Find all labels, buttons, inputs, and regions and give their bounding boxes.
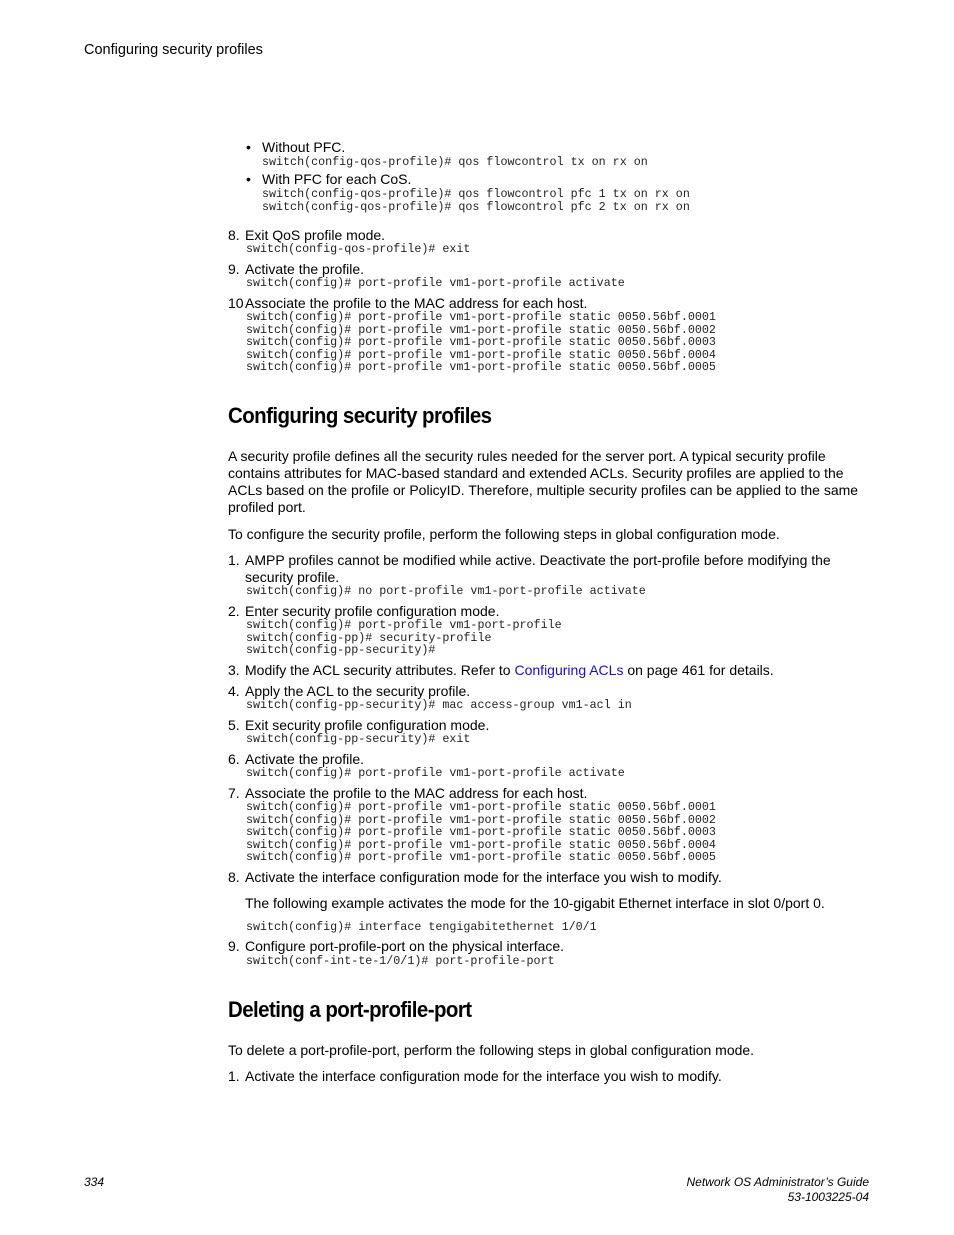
code-exit-security: switch(config-pp-security)# exit [246,732,471,746]
step-text: Activate the interface configuration mode for the interface you wish to modify. [245,869,722,885]
bullet-with-pfc [246,171,412,188]
step-number: 9. [228,938,240,954]
code-associate-mac-2: switch(config)# port-profile vm1-port-profile static 0050.56bf.0001 switch(config)# port-profile vm1-port-profile static 0050.56bf.0002 switch(config)# port-profile vm1-port-profile static 0050.56bf.0003 switch(config)# port-profile vm1-port-profile static 0050.56bf.0004 switch(config)# port-profile vm1-port-profile static 0050.56bf.0005 [246,800,716,865]
sec-step-8 [228,869,868,886]
step-number: 3. [228,662,240,678]
security-intro: A security profile defines all the security rules needed for the server port. A typical security profile contains attributes for MAC-based standard and extended ACLs. Security profiles are applied to the ACLs based on the profile or PolicyID. Therefore, multiple security profiles can be applied to the same profiled port. [228,448,859,515]
step-text: AMPP profiles cannot be modified while active. Deactivate the port-profile before modifying the security profile. [245,552,831,585]
step-number: 1. [228,552,240,568]
configuring-acls-link[interactable]: Configuring ACLs [514,662,624,678]
sec-step-1 [228,552,868,586]
step-number: 9. [228,261,240,277]
bullet-dot: • [246,139,251,155]
del-step-1 [228,1068,868,1085]
bullet-text: With PFC for each CoS. [262,171,412,187]
step-text: Associate the profile to the MAC address for each host. [245,785,588,801]
code-activate-profile-2: switch(config)# port-profile vm1-port-profile activate [246,766,625,780]
section-heading-deleting: Deleting a port-profile-port [228,997,472,1022]
sec-step-9 [228,938,868,955]
deleting-lead: To delete a port-profile-port, perform the following steps in global configuration mode. [228,1042,755,1058]
running-header: Configuring security profiles [84,42,263,58]
step-number: 6. [228,751,240,767]
step-number: 10 [228,295,244,311]
book-title: Network OS Administrator’s Guide [686,1175,869,1189]
step-number: 2. [228,603,240,619]
code-exit-qos: switch(config-qos-profile)# exit [246,242,471,256]
section-heading-security: Configuring security profiles [228,403,492,428]
bullet-without-pfc [246,139,346,156]
code-with-pfc: switch(config-qos-profile)# qos flowcontrol pfc 1 tx on rx on switch(config-qos-profile)# qos flowcontrol pfc 2 tx on rx on [262,187,690,214]
step-number: 8. [228,869,240,885]
step-text: Apply the ACL to the security profile. [245,683,471,699]
step-text: Exit security profile configuration mode. [245,717,490,733]
step-text: Activate the profile. [245,751,365,767]
step-number: 1. [228,1068,240,1084]
step-number: 7. [228,785,240,801]
bullet-text: Without PFC. [262,139,346,155]
step-text [245,662,868,679]
step-text: Associate the profile to the MAC address for each host. [245,295,588,311]
code-access-group: switch(config-pp-security)# mac access-group vm1-acl in [246,698,632,712]
code-deactivate: switch(config)# no port-profile vm1-port-profile activate [246,584,646,598]
step-text: Activate the interface configuration mode for the interface you wish to modify. [245,1068,722,1084]
step-number: 5. [228,717,240,733]
code-activate-profile: switch(config)# port-profile vm1-port-profile activate [246,276,625,290]
step-8-note: The following example activates the mode for the 10-gigabit Ethernet interface in slot 0/port 0. [245,895,825,911]
step-text: Configure port-profile-port on the physical interface. [245,938,565,954]
step-number: 8. [228,227,240,243]
step-text: Exit QoS profile mode. [245,227,386,243]
bullet-dot: • [246,171,251,187]
code-interface: switch(config)# interface tengigabitethernet 1/0/1 [246,920,597,934]
code-without-pfc: switch(config-qos-profile)# qos flowcontrol tx on rx on [262,155,648,169]
step-number: 4. [228,683,240,699]
code-port-profile-port: switch(conf-int-te-1/0/1)# port-profile-port [246,954,555,968]
step-text-post: on page 461 for details. [623,662,774,678]
doc-number: 53-1003225-04 [787,1190,869,1204]
page-number: 334 [84,1175,105,1189]
step-text-pre: Modify the ACL security attributes. Refer to [245,662,515,678]
code-associate-mac: switch(config)# port-profile vm1-port-profile static 0050.56bf.0001 switch(config)# port-profile vm1-port-profile static 0050.56bf.0002 switch(config)# port-profile vm1-port-profile static 0050.56bf.0003 switch(config)# port-profile vm1-port-profile static 0050.56bf.0004 switch(config)# port-profile vm1-port-profile static 0050.56bf.0005 [246,310,716,375]
code-enter-security: switch(config)# port-profile vm1-port-profile switch(config-pp)# security-profile switch(config-pp-security)# [246,618,562,658]
footer-doc-info [686,1175,869,1205]
step-text: Enter security profile configuration mode. [245,603,500,619]
security-lead: To configure the security profile, perform the following steps in global configuration mode. [228,526,780,542]
step-text: Activate the profile. [245,261,365,277]
sec-step-3 [228,662,868,679]
